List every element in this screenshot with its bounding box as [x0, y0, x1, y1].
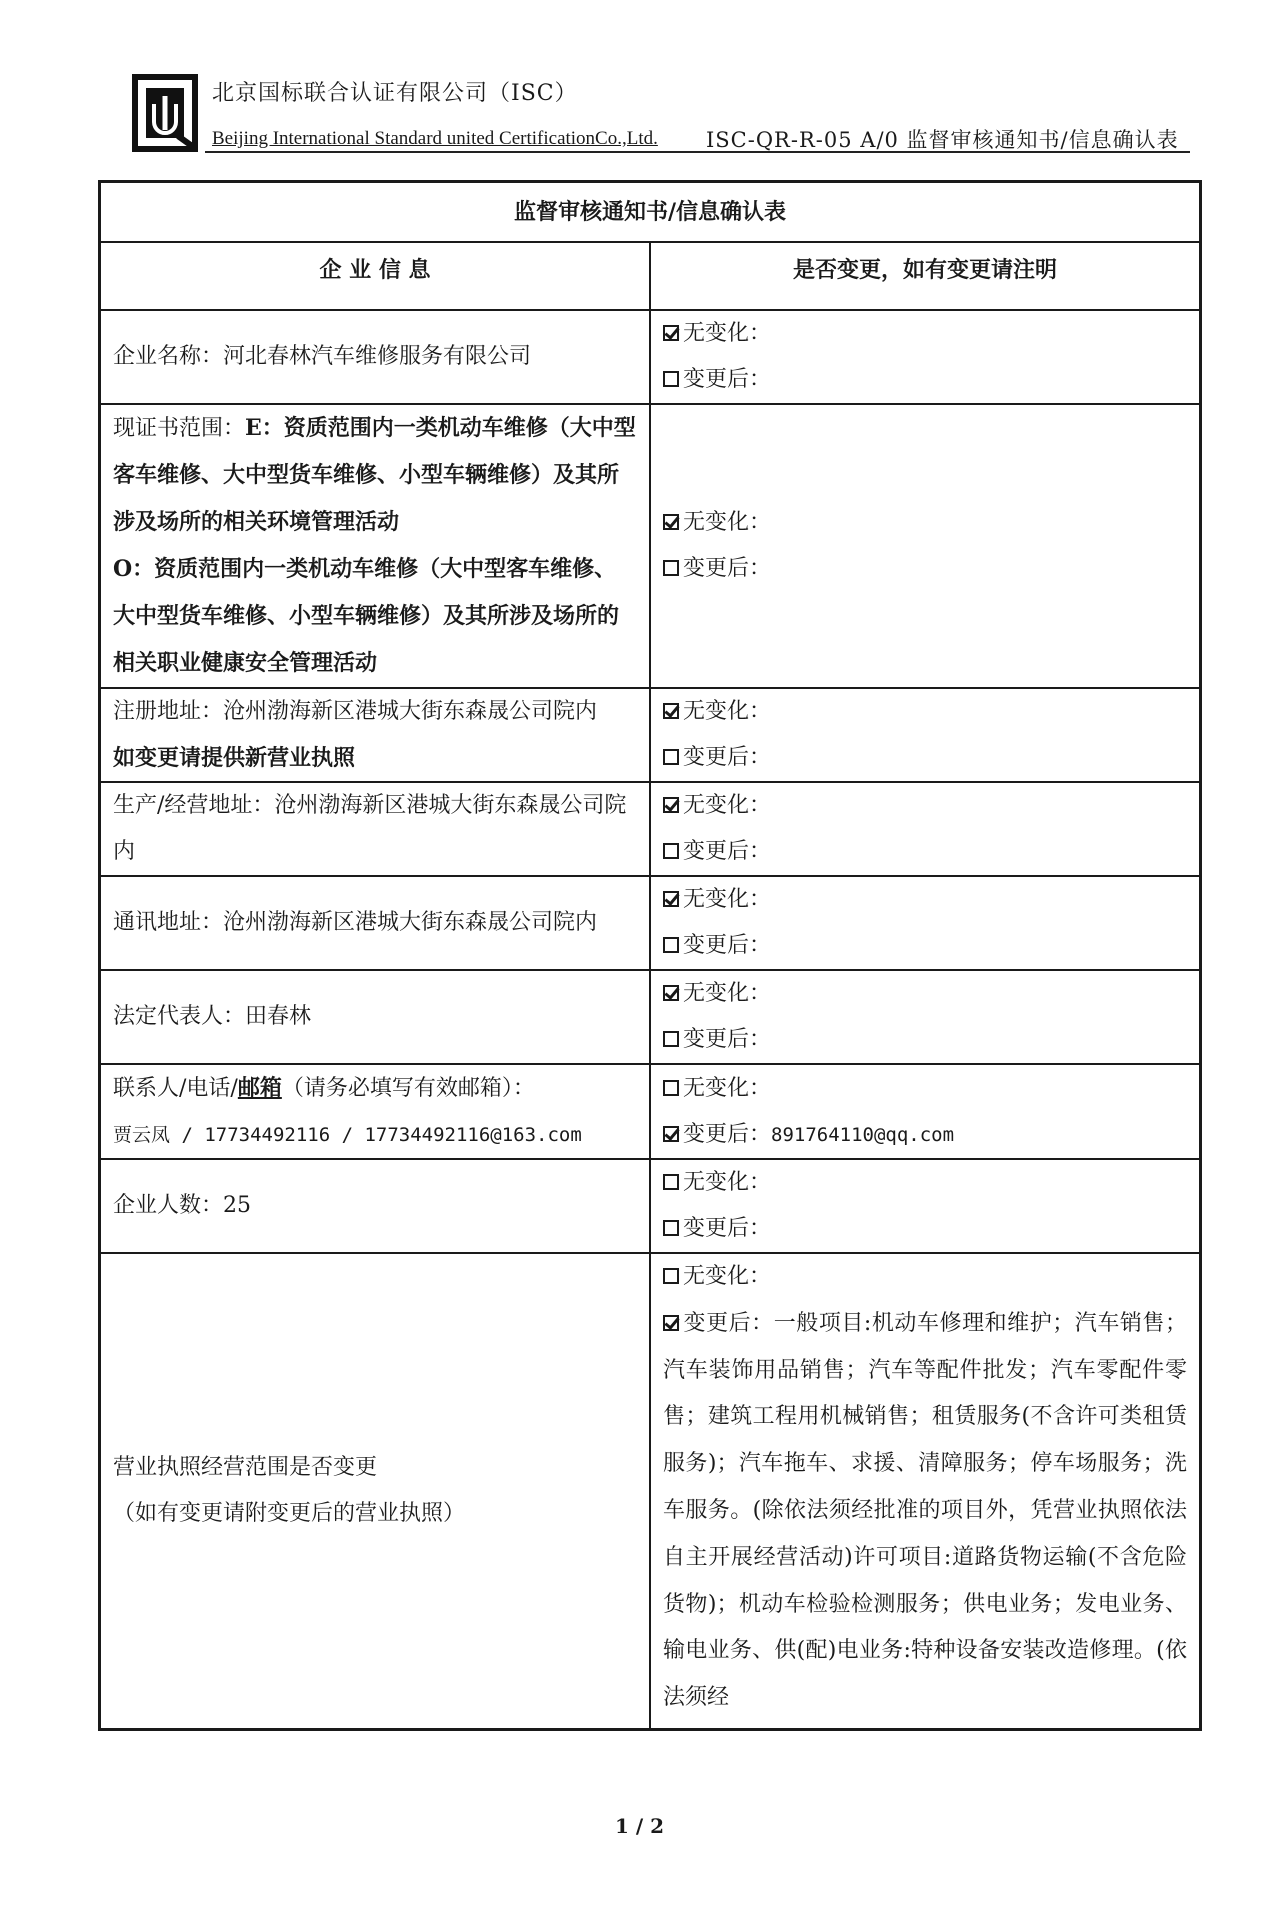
company-name-status [650, 310, 1201, 404]
contact-label-suffix: （请务必填写有效邮箱）： [281, 1076, 535, 1101]
changed-checkbox[interactable] [663, 1126, 679, 1142]
contact-status [650, 1064, 1201, 1159]
header-rule [205, 151, 1190, 153]
mailing-address-field: 通讯地址：沧州渤海新区港城大街东森晟公司院内 [100, 876, 651, 970]
isc-logo [132, 74, 198, 152]
company-name-en: Beijing International Standard united CertificationCo.,Ltd. [212, 128, 658, 149]
no-change-label: 无变化： [683, 1170, 772, 1195]
no-change-label: 无变化： [683, 699, 772, 724]
no-change-label: 无变化： [683, 510, 772, 535]
changed-label: 变更后： [683, 1310, 774, 1336]
no-change-checkbox[interactable] [663, 703, 679, 719]
no-change-label: 无变化： [683, 1075, 772, 1101]
no-change-checkbox[interactable] [663, 1080, 679, 1096]
registered-address-label: 注册地址：沧州渤海新区港城大街东森晟公司院内 [113, 699, 598, 724]
changed-label: 变更后： [683, 1121, 772, 1147]
business-scope-note: （如有变更请附变更后的营业执照） [113, 1500, 466, 1526]
changed-checkbox[interactable] [663, 843, 679, 859]
no-change-label: 无变化： [683, 1264, 772, 1289]
confirmation-form [98, 180, 1202, 1731]
mailing-address-status [650, 876, 1201, 970]
no-change-label: 无变化： [683, 321, 772, 346]
no-change-checkbox[interactable] [663, 985, 679, 1001]
registered-address-field [100, 688, 651, 782]
changed-label: 变更后： [683, 1027, 772, 1052]
changed-checkbox[interactable] [663, 1315, 679, 1331]
changed-checkbox[interactable] [663, 1031, 679, 1047]
contact-value: 贾云凤 / 17734492116 / 17734492116@163.com [113, 1124, 582, 1146]
changed-checkbox[interactable] [663, 1220, 679, 1236]
contact-field [100, 1064, 651, 1159]
scope-e-text: 资质范围内一类机动车维修（大中型客车维修、大中型货车维修、小型车辆维修）及其所涉及场所的相关环境管理活动 [113, 415, 636, 535]
operating-address-field: 生产/经营地址：沧州渤海新区港城大街东森晟公司院内 [100, 782, 651, 876]
registered-address-status [650, 688, 1201, 782]
changed-label: 变更后： [683, 367, 772, 392]
form-title: 监督审核通知书/信息确认表 [100, 182, 1201, 243]
business-scope-changed-value: 一般项目:机动车修理和维护；汽车销售；汽车装饰用品销售；汽车等配件批发；汽车零配件零售；建筑工程用机械销售；租赁服务(不含许可类租赁服务)；汽车拖车、求援、清障服务；停车场服务；洗车服务。(除依法须经批准的项目外，凭营业执照依法自主开展经营活动)许可项目:道路货物运输(不含危险货物)；机动车检验检测服务；供电业务；发电业务、输电业务、供(配)电业务:特种设备安装改造修理。(依法须经 [663, 1310, 1187, 1711]
no-change-checkbox[interactable] [663, 325, 679, 341]
changed-checkbox[interactable] [663, 749, 679, 765]
legal-representative-field: 法定代表人：田春林 [100, 970, 651, 1064]
column-header-change: 是否变更，如有变更请注明 [650, 242, 1201, 310]
no-change-label: 无变化： [683, 981, 772, 1006]
changed-checkbox[interactable] [663, 937, 679, 953]
scope-label: 现证书范围： [113, 416, 246, 441]
company-name-field: 企业名称：河北春林汽车维修服务有限公司 [100, 310, 651, 404]
scope-o-text: O：资质范围内一类机动车维修（大中型客车维修、大中型货车维修、小型车辆维修）及其所涉及场所的相关职业健康安全管理活动 [113, 556, 620, 676]
contact-label-email: 邮箱 [237, 1075, 282, 1101]
no-change-checkbox[interactable] [663, 891, 679, 907]
no-change-checkbox[interactable] [663, 514, 679, 530]
changed-label: 变更后： [683, 839, 772, 864]
headcount-status [650, 1159, 1201, 1253]
business-scope-label: 营业执照经营范围是否变更 [113, 1454, 378, 1480]
document-code: ISC-QR-R-05 A/0 监督审核通知书/信息确认表 [706, 128, 1179, 152]
certificate-scope-field [100, 404, 651, 688]
no-change-checkbox[interactable] [663, 1268, 679, 1284]
headcount-label: 企业人数：25 [113, 1193, 251, 1218]
page-number: 1 / 2 [614, 1814, 665, 1838]
changed-checkbox[interactable] [663, 560, 679, 576]
no-change-checkbox[interactable] [663, 1174, 679, 1190]
operating-address-status [650, 782, 1201, 876]
no-change-label: 无变化： [683, 887, 772, 912]
registered-address-note: 如变更请提供新营业执照 [113, 745, 356, 771]
changed-label: 变更后： [683, 745, 772, 770]
changed-checkbox[interactable] [663, 371, 679, 387]
certificate-scope-status [650, 404, 1201, 688]
column-header-info: 企 业 信 息 [100, 242, 651, 310]
changed-label: 变更后： [683, 556, 772, 581]
business-scope-status [650, 1253, 1201, 1729]
business-scope-field [100, 1253, 651, 1729]
changed-label: 变更后： [683, 933, 772, 958]
company-name-cn: 北京国标联合认证有限公司（ISC） [212, 81, 578, 106]
legal-representative-status [650, 970, 1201, 1064]
changed-label: 变更后： [683, 1216, 772, 1241]
headcount-field [100, 1159, 651, 1253]
no-change-checkbox[interactable] [663, 797, 679, 813]
no-change-label: 无变化： [683, 793, 772, 818]
contact-label-prefix: 联系人/电话/ [113, 1076, 238, 1101]
scope-e-prefix: E： [245, 415, 284, 441]
contact-changed-value: 891764110@qq.com [771, 1123, 955, 1146]
